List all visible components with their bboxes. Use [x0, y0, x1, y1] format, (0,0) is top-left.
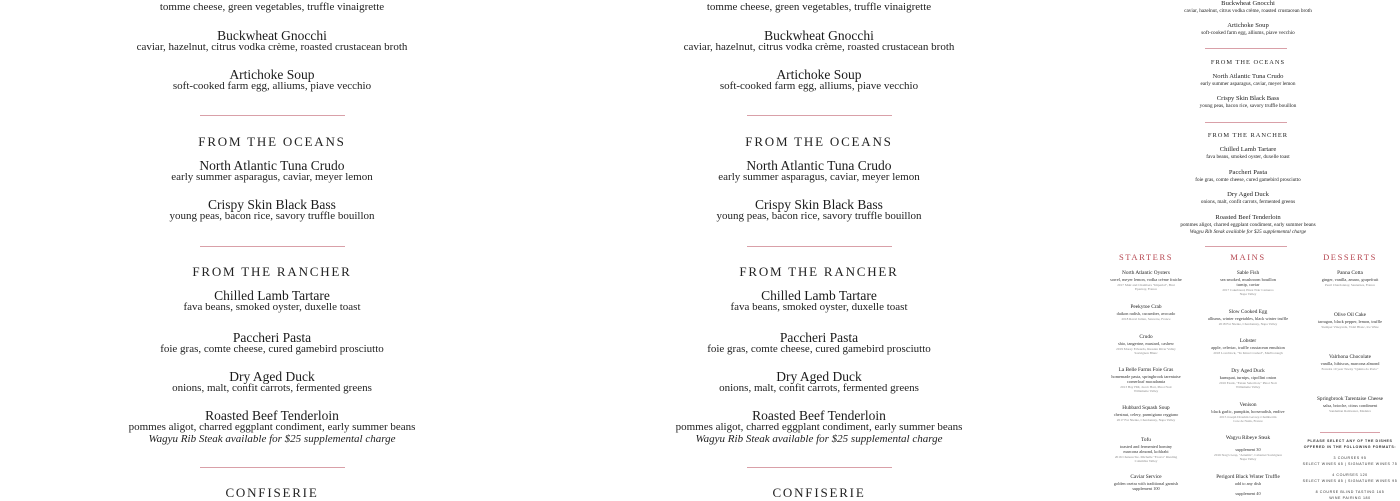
dish-description: homemade pasta, springbrook tarentaise	[1111, 373, 1181, 379]
dish-name: North Atlantic Tuna Crudo	[1212, 73, 1284, 80]
wine-pairing: Columbia Valley	[1134, 459, 1158, 463]
wine-pairing: 2016 Stag's Leap, "Artemis", Cabernet Sauvignon	[1214, 453, 1282, 457]
dish-description: tomme cheese, green vegetables, truffle vinaigrette	[706, 1, 932, 13]
dish-name: Crispy Skin Black Bass	[208, 197, 336, 212]
dish-description: apple, celeriac, truffle crustacean emulsion	[1211, 344, 1285, 350]
dish-note: Wagyu Rib Steak available for $25 supplemental charge	[148, 433, 396, 445]
dish-description: alliums, winter vegetables, black winter truffle	[1207, 315, 1289, 321]
dish-description: tarragon, black pepper, lemon, truffle	[1317, 318, 1383, 324]
wine-pairing: Stemper Vineyards, Vidal Blanc, Ice Wine	[1321, 325, 1379, 329]
wine-pairing: 2019 Morey Edwards, Russian River Valley	[1116, 347, 1176, 351]
dish-description: daikon radish, cucumber, avocado	[1116, 310, 1176, 316]
divider	[1320, 432, 1380, 433]
dish-note: Wagyu Rib Steak available for $25 supplemental charge	[1189, 229, 1307, 235]
dish-description: supplement 100	[1132, 485, 1160, 491]
dish-description: foie gras, comte cheese, cured gamebird prosciutto	[1195, 177, 1301, 183]
dish-description: foie gras, comte cheese, cured gamebird prosciutto	[707, 343, 931, 355]
dish-description: pommes aligot, charred eggplant condiment, early summer beans	[128, 421, 416, 433]
dish-description: ginger, vanilla, amaro, grapefruit	[1321, 276, 1379, 282]
pricing-format-line: PLEASE SELECT ANY OF THE DISHES	[1307, 439, 1393, 443]
wine-pairing: 2013 Bay Hill, Jacob Hart, Pinot Noir	[1120, 385, 1172, 389]
dish-name: North Atlantic Oysters	[1122, 270, 1170, 276]
dish-name: Valrhona Chocolate	[1329, 354, 1371, 360]
pricing-format-line: WINE PAIRING 180	[1329, 496, 1371, 500]
dish-description: fava beans, smoked oyster, duxelle toast	[1206, 154, 1290, 160]
dish-name: Roasted Beef Tenderloin	[752, 408, 886, 423]
dish-description: onions, malt, confit carrots, fermented greens	[719, 382, 919, 394]
dish-name: Buckwheat Gnocchi	[764, 28, 874, 43]
dish-name: North Atlantic Tuna Crudo	[746, 158, 892, 173]
dish-note: Wagyu Rib Steak available for $25 supplemental charge	[695, 433, 943, 445]
wine-pairing: 2018 Ravel Julien, Sancerre, France	[1121, 317, 1171, 321]
dish-description: add to any dish	[1234, 480, 1262, 486]
dish-description: supplement 40	[1235, 490, 1261, 496]
dish-description: black garlic, pumpkin, horseradish, endive	[1211, 408, 1285, 414]
divider	[200, 467, 345, 468]
dish-name: Sable Fish	[1236, 270, 1260, 276]
dish-name: Chilled Lamb Tartare	[761, 288, 877, 303]
wine-pairing: 2015 Joseph Drouhin Gevrey-Chambertin	[1219, 415, 1277, 419]
column-mains	[1193, 0, 1303, 500]
wine-pairing: Willamette Valley	[1133, 389, 1159, 393]
dish-description: soft-cooked farm egg, alliums, piave vecchio	[1201, 30, 1295, 36]
dish-description: vanilla, hibiscus, marcona almond	[1320, 360, 1380, 366]
dish-name: Venison	[1239, 402, 1257, 408]
dish-name: Lobster	[1239, 338, 1257, 344]
wine-pairing: Willamette Valley	[1235, 385, 1261, 389]
wine-pairing: 2017 Muir and Chambers "Imperial", Brut	[1117, 283, 1175, 287]
dish-name: Artichoke Soup	[1227, 22, 1269, 29]
wine-pairing: 2018 Loveblock, "Te Kinu Crosbed", Marlborough	[1213, 351, 1283, 355]
divider	[200, 246, 345, 247]
dish-description: onions, malt, confit carrots, fermented greens	[1200, 199, 1296, 205]
dish-name: Crispy Skin Black Bass	[755, 197, 883, 212]
dish-description: salsa, brioche, citrus condiment	[1322, 402, 1378, 408]
dish-name: Panna Cotta	[1337, 270, 1363, 276]
dish-name: North Atlantic Tuna Crudo	[199, 158, 345, 173]
dish-name: Peekytoe Crab	[1130, 304, 1162, 310]
pricing-format-line: 8 COURSE BLIND TASTING 165	[1315, 490, 1385, 494]
dish-description: turnip, caviar	[1236, 281, 1260, 287]
dish-name: Olive Oil Cake	[1333, 312, 1367, 318]
column-heading: DESSERTS	[1323, 252, 1377, 262]
dish-name: Hubbard Squash Soup	[1122, 405, 1170, 411]
pricing-format-line: 3 COURSES 95	[1333, 456, 1367, 460]
dish-description: early summer asparagus, caviar, meyer lemon	[718, 171, 920, 183]
dish-name: Dry Aged Duck	[1231, 368, 1265, 374]
wine-pairing: Epernay, France	[1135, 287, 1157, 291]
wine-pairing: 2017 Far Niente, Chardonnay, Napa Valley	[1116, 418, 1176, 422]
dish-name: Slow Cooked Egg	[1228, 309, 1268, 315]
pricing-format-line: 4 COURSES 120	[1332, 473, 1368, 477]
dish-description: tomme cheese, green vegetables, truffle vinaigrette	[159, 1, 385, 13]
dish-description: supplement 30	[1235, 446, 1261, 452]
dish-name: Buckwheat Gnocchi	[217, 28, 327, 43]
divider	[747, 115, 892, 116]
wine-pairing: Sandeman Rainwater, Madeira	[1329, 409, 1371, 413]
wine-pairing: Napa Valley	[1239, 457, 1257, 461]
dish-description: soft-cooked farm egg, alliums, piave vecchio	[719, 80, 919, 92]
dish-name: Dry Aged Duck	[1227, 191, 1269, 198]
section-heading: CONFISERIE	[772, 485, 866, 500]
dish-description: sorrel, meyer lemon, vodka crème fraiche	[1110, 276, 1182, 282]
divider	[747, 467, 892, 468]
dish-description: golden osetra with traditional garnish	[1113, 480, 1179, 486]
dish-name: Artichoke Soup	[776, 67, 862, 82]
dish-description: foie gras, comte cheese, cured gamebird prosciutto	[160, 343, 384, 355]
section-heading: FROM THE OCEANS	[1210, 59, 1286, 66]
dish-name: Perigord Black Winter Truffle	[1216, 474, 1280, 480]
dish-name: Chilled Lamb Tartare	[214, 288, 330, 303]
section-heading: CONFISERIE	[225, 485, 319, 500]
dish-name: Springbrook Tarentaise Cheese	[1316, 396, 1384, 402]
column-heading: MAINS	[1230, 252, 1266, 262]
column-starters	[1091, 0, 1201, 500]
dish-description: fava beans, smoked oyster, duxelle toast	[183, 301, 361, 313]
tasting-columns	[1098, 0, 1400, 500]
wine-pairing: 2016 Ezark, "Estate Selection," Pinot Noir	[1219, 381, 1277, 385]
dish-name: Tofu	[1141, 437, 1151, 443]
dish-name: Dry Aged Duck	[229, 369, 315, 384]
dish-description: early summer asparagus, caviar, meyer lemon	[171, 171, 373, 183]
pricing-format-line: SELECT WINES 65 | SIGNATURE WINES 75	[1302, 462, 1398, 466]
pricing-format-line: OFFERED IN THE FOLLOWING FORMATS:	[1303, 445, 1397, 449]
dish-description: kumquat, turnips, cipollini onion	[1219, 374, 1277, 380]
dish-name: Roasted Beef Tenderloin	[205, 408, 339, 423]
dish-name: Paccheri Pasta	[1228, 169, 1268, 176]
dish-description: onions, malt, confit carrots, fermented greens	[172, 382, 372, 394]
dish-description: pommes aligot, charred eggplant condiment, early summer beans	[675, 421, 963, 433]
dish-description: fava beans, smoked oyster, duxelle toast	[730, 301, 908, 313]
dish-description: sea smoked, mushroom bouillon	[1220, 276, 1276, 282]
wine-pairing: Sauvignon Blanc	[1134, 351, 1158, 355]
wine-pairing: Napa Valley	[1239, 292, 1257, 296]
wine-pairing: 2017 Cakebread, Pinot Noir Carneros	[1222, 288, 1274, 292]
dish-name: Crudo	[1139, 334, 1153, 340]
dish-name: Crispy Skin Black Bass	[1216, 95, 1280, 102]
dish-name: Caviar Service	[1130, 474, 1162, 480]
dish-description: caviar, hazelnut, citrus vodka crème, roasted crustacean broth	[683, 41, 955, 53]
dish-name: Chilled Lamb Tartare	[1219, 146, 1277, 153]
column-desserts	[1295, 0, 1400, 500]
dish-description: cornerloaf macadamia	[1126, 378, 1166, 384]
dish-description: shio, tangerine, mustard, cashew	[1117, 340, 1175, 346]
dish-name: Paccheri Pasta	[779, 330, 859, 345]
column-heading: STARTERS	[1118, 252, 1174, 262]
dish-description: young peas, bacon rice, savory truffle bouillon	[169, 210, 375, 222]
dish-description: pommes aligot, charred eggplant condiment, early summer beans	[1180, 222, 1316, 228]
dish-description: marcona almond, kohlrabi	[1123, 448, 1169, 454]
wine-pairing: 2016 Chateau Ste. Michelle "Eroica" Riesling	[1114, 455, 1178, 459]
dish-name: Buckwheat Gnocchi	[1221, 0, 1275, 7]
divider	[747, 246, 892, 247]
wine-pairing: 2018 Far Niente, Chardonnay, Napa Valley	[1218, 322, 1278, 326]
wine-pairing: Cote de Nuits, France	[1233, 419, 1263, 423]
dish-description: caviar, hazelnut, citrus vodka crème, roasted crustacean broth	[1184, 8, 1312, 14]
dish-name: Roasted Beef Tenderloin	[1215, 214, 1281, 221]
section-heading: FROM THE RANCHER	[192, 264, 352, 279]
dish-name: La Belle Farms Foie Gras	[1118, 367, 1174, 373]
dish-description: caviar, hazelnut, citrus vodka crème, roasted crustacean broth	[136, 41, 408, 53]
section-heading: FROM THE RANCHER	[1207, 132, 1289, 139]
dish-name: Wagyu Ribeye Steak	[1225, 435, 1271, 441]
dish-name: Dry Aged Duck	[776, 369, 862, 384]
section-heading: FROM THE RANCHER	[739, 264, 899, 279]
section-heading: FROM THE OCEANS	[198, 134, 346, 149]
wine-pairing: Pearl Chardonnay, Sauternes, France	[1325, 283, 1375, 287]
dish-description: early summer asparagus, caviar, meyer lemon	[1200, 81, 1296, 87]
dish-description: young peas, bacon rice, savory truffle bouillon	[716, 210, 922, 222]
dish-description: soft-cooked farm egg, alliums, piave vecchio	[172, 80, 372, 92]
dish-description: young peas, bacon rice, savory truffle bouillon	[1199, 103, 1297, 109]
pricing-format-line: SELECT WINES 85 | SIGNATURE WINES 95	[1302, 479, 1398, 483]
dish-name: Paccheri Pasta	[232, 330, 312, 345]
section-heading: FROM THE OCEANS	[745, 134, 893, 149]
divider	[200, 115, 345, 116]
dish-description: toasted and fermented hominy	[1119, 443, 1173, 449]
dish-name: Artichoke Soup	[229, 67, 315, 82]
wine-pairing: Ferreira 10 year Tawny "Quinta do Porto"	[1321, 367, 1379, 371]
dish-description: chestnut, celery, parmigiano reggiano	[1113, 411, 1179, 417]
